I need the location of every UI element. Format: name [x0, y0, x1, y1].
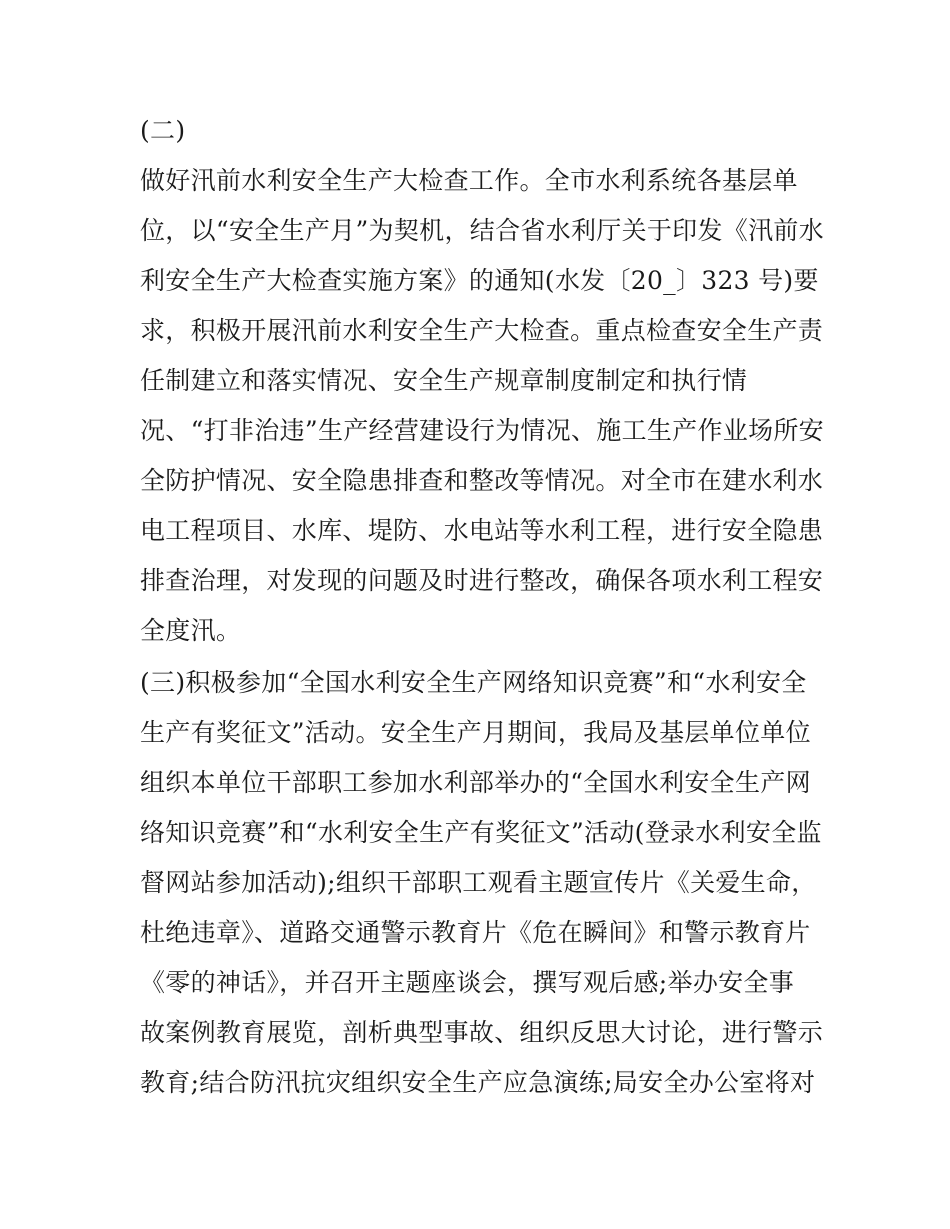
paragraph-line: 教育;结合防汛抗灾组织安全生产应急演练;局安全办公室将对	[140, 1068, 816, 1097]
paragraph-line: 做好汛前水利安全生产大检查工作。全市水利系统各基层单	[140, 166, 798, 195]
paragraph-line: 任制建立和落实情况、安全生产规章制度制定和执行情	[140, 366, 748, 395]
paragraph-line: 故案例教育展览，剖析典型事故、组织反思大讨论，进行警示	[140, 1018, 824, 1047]
paragraph-line: 《零的神话》，并召开主题座谈会，撰写观后感;举办安全事	[140, 968, 795, 997]
paragraph-line: 全度汛。	[140, 616, 242, 645]
paragraph-line: 络知识竞赛”和“水利安全生产有奖征文”活动(登录水利安全监	[140, 818, 822, 847]
paragraph-line: 排查治理，对发现的问题及时进行整改，确保各项水利工程安	[140, 566, 824, 595]
paragraph-line: 杜绝违章》、道路交通警示教育片《危在瞬间》和警示教育片	[140, 918, 811, 947]
paragraph-line: 组织本单位干部职工参加水利部举办的“全国水利安全生产网	[140, 768, 811, 797]
paragraph-line: 位，以“安全生产月”为契机，结合省水利厅关于印发《汛前水	[140, 216, 824, 245]
paragraph-line: 况、“打非治违”生产经营建设行为情况、施工生产作业场所安	[140, 416, 824, 445]
paragraph-line: 电工程项目、水库、堤防、水电站等水利工程，进行安全隐患	[140, 516, 824, 545]
section-heading-2: (二)	[140, 116, 186, 145]
paragraph-line: 全防护情况、安全隐患排查和整改等情况。对全市在建水利水	[140, 466, 824, 495]
paragraph-line: 生产有奖征文”活动。安全生产月期间，我局及基层单位单位	[140, 718, 811, 747]
paragraph-line: 督网站参加活动);组织干部职工观看主题宣传片《关爱生命，	[140, 868, 817, 897]
paragraph-line: 求，积极开展汛前水利安全生产大检查。重点检查安全生产责	[140, 316, 824, 345]
paragraph-line: 利安全生产大检查实施方案》的通知(水发〔20_〕323 号)要	[140, 266, 819, 295]
section-heading-3-line: (三)积极参加“全国水利安全生产网络知识竞赛”和“水利安全	[140, 668, 807, 697]
